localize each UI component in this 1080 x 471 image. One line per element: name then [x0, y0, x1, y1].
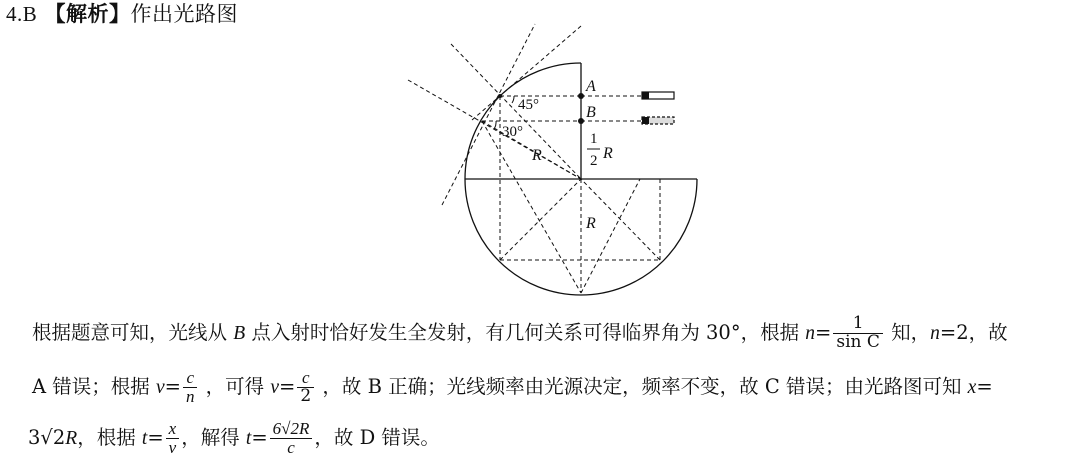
path-2: [581, 179, 640, 293]
angle-30-label: 30°: [502, 124, 523, 140]
explanation-line-1: 根据题意可知，光线从 B 点入射时恰好发生全发射，有几何关系可得临界角为 30°，根据 n= $\frac{1}{\text{sin C}}$ 知，n=2，故: [32, 313, 1008, 352]
half-R-den: 2: [590, 153, 598, 169]
label-R-vertical: R: [586, 215, 596, 232]
half-R-R: R: [603, 145, 613, 162]
point-B: [578, 118, 584, 124]
header-text: 作出光路图: [130, 2, 238, 26]
fraction-time-result: $\frac{6√2R}{c}$: [270, 420, 313, 457]
fraction-c-over-n: $\frac{c}{n}$: [183, 369, 198, 406]
label-R-slant: R: [532, 147, 542, 164]
angle-45-label: 45°: [518, 97, 539, 113]
left-diag: [500, 179, 581, 260]
point-top: [498, 94, 502, 98]
analysis-tag: 【解析】: [44, 2, 131, 26]
tangent-1: [442, 24, 535, 205]
explanation-line-3: 3√2R，根据 t= $\frac{x}{v}$ ，解得 t= $\frac{6√2R}{c}$ ，故 D 错误。: [28, 419, 440, 457]
fraction-c-over-2: $\frac{c}{2}$: [297, 369, 314, 406]
question-number: 4.: [6, 2, 23, 26]
answer-choice: B: [22, 2, 38, 26]
label-A: A: [586, 78, 596, 95]
half-R-num: 1: [590, 131, 598, 147]
fraction-x-over-v: $\frac{x}{v}$: [166, 420, 180, 457]
explanation-line-2: A 错误；根据 v= $\frac{c}{n}$ ，可得 v= $\frac{c}{2}$ ，故 B 正确；光线频率由光源决定，频率不变，故 C 错误；由光路图可知 x=: [32, 368, 993, 406]
point-A: [578, 93, 584, 99]
label-B: B: [586, 104, 596, 121]
fraction-1-over-sinC: $\frac{1}{\text{sin C}}$: [833, 315, 883, 352]
